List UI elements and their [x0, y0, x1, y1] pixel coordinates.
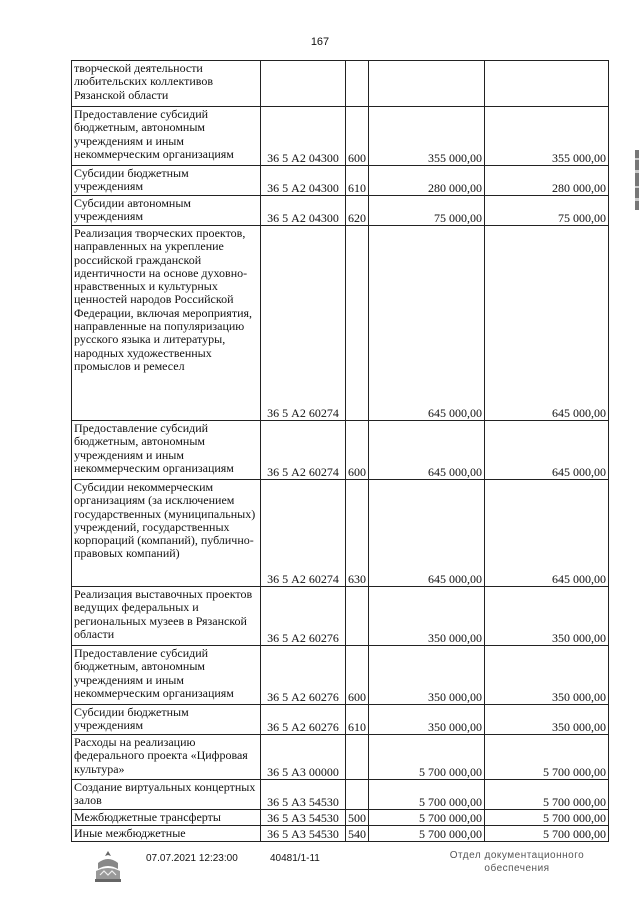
- row-amount-1: 350 000,00: [369, 587, 485, 646]
- row-expense-type: 610: [346, 705, 369, 735]
- row-name: Субсидии некоммерческим организациям (за исключением государственных (муниципальных) учреждений, государственных корпораций (компаний), публично-правовых компаний): [72, 480, 261, 587]
- row-code: 36 5 А3 54530: [261, 826, 346, 842]
- row-amount-2: 645 000,00: [485, 421, 609, 480]
- row-amount-1: [369, 61, 485, 107]
- row-amount-1: 5 700 000,00: [369, 780, 485, 810]
- row-amount-1: 645 000,00: [369, 226, 485, 421]
- row-amount-1: 5 700 000,00: [369, 735, 485, 780]
- row-name: Расходы на реализацию федерального проекта «Цифровая культура»: [72, 735, 261, 780]
- page-footer: [90, 843, 610, 893]
- row-code: [261, 61, 346, 107]
- department-stamp: [442, 849, 592, 875]
- table-row: [72, 421, 609, 480]
- row-amount-1: 645 000,00: [369, 480, 485, 587]
- row-expense-type: 540: [346, 826, 369, 842]
- row-amount-1: 355 000,00: [369, 107, 485, 166]
- table-row: [72, 735, 609, 780]
- row-name: Реализация выставочных проектов ведущих федеральных и региональных музеев в Рязанской области: [72, 587, 261, 646]
- row-name: Субсидии бюджетным учреждениям: [72, 705, 261, 735]
- row-amount-2: 350 000,00: [485, 705, 609, 735]
- row-amount-1: 280 000,00: [369, 166, 485, 196]
- row-name: творческой деятельности любительских коллективов Рязанской области: [72, 61, 261, 107]
- row-name: Межбюджетные трансферты: [72, 810, 261, 826]
- row-expense-type: 620: [346, 196, 369, 226]
- row-amount-1: 75 000,00: [369, 196, 485, 226]
- row-expense-type: [346, 780, 369, 810]
- row-name: Предоставление субсидий бюджетным, автономным учреждениям и иным некоммерческим организациям: [72, 107, 261, 166]
- row-code: 36 5 А3 54530: [261, 780, 346, 810]
- row-expense-type: [346, 226, 369, 421]
- table-row: [72, 196, 609, 226]
- emblem-logo-icon: [90, 849, 126, 885]
- row-code: 36 5 А2 60276: [261, 587, 346, 646]
- row-amount-2: [485, 61, 609, 107]
- table-row: [72, 587, 609, 646]
- row-code: 36 5 А2 04300: [261, 107, 346, 166]
- row-amount-2: 350 000,00: [485, 646, 609, 705]
- row-name: Иные межбюджетные: [72, 826, 261, 842]
- page-number: 167: [310, 36, 330, 48]
- row-code: 36 5 А2 60274: [261, 226, 346, 421]
- table-row: [72, 810, 609, 826]
- row-amount-2: 5 700 000,00: [485, 826, 609, 842]
- row-expense-type: [346, 587, 369, 646]
- footer-datetime: 07.07.2021 12:23:00: [146, 853, 238, 864]
- row-code: 36 5 А3 00000: [261, 735, 346, 780]
- row-expense-type: [346, 61, 369, 107]
- row-amount-2: 75 000,00: [485, 196, 609, 226]
- row-code: 36 5 А2 04300: [261, 166, 346, 196]
- row-name: Реализация творческих проектов, направленных на укрепление российской гражданской идентичности на основе духовно-нравственных и культурных ценностей народов Российской Федерации, включая мероприятия, направленные на популяризацию русского языка и литературы, народных художественных промыслов и ремесел: [72, 226, 261, 421]
- row-amount-2: 5 700 000,00: [485, 810, 609, 826]
- row-amount-2: 5 700 000,00: [485, 735, 609, 780]
- row-name: Предоставление субсидий бюджетным, автономным учреждениям и иным некоммерческим организациям: [72, 646, 261, 705]
- row-amount-1: 5 700 000,00: [369, 826, 485, 842]
- budget-table: [71, 60, 609, 842]
- row-amount-2: 350 000,00: [485, 587, 609, 646]
- table-row: [72, 61, 609, 107]
- row-amount-1: 350 000,00: [369, 646, 485, 705]
- row-expense-type: 600: [346, 421, 369, 480]
- row-name: Субсидии бюджетным учреждениям: [72, 166, 261, 196]
- row-amount-1: 645 000,00: [369, 421, 485, 480]
- row-code: 36 5 А2 60274: [261, 421, 346, 480]
- row-amount-2: 355 000,00: [485, 107, 609, 166]
- stamp-line-1: Отдел документационного: [449, 850, 585, 861]
- row-amount-2: 645 000,00: [485, 480, 609, 587]
- table-row: [72, 166, 609, 196]
- row-amount-1: 350 000,00: [369, 705, 485, 735]
- table-row: [72, 226, 609, 421]
- row-name: Субсидии автономным учреждениям: [72, 196, 261, 226]
- stamp-line-2: обеспечения: [484, 863, 550, 874]
- row-expense-type: 630: [346, 480, 369, 587]
- table-row: [72, 826, 609, 842]
- row-expense-type: 500: [346, 810, 369, 826]
- table-row: [72, 107, 609, 166]
- table-row: [72, 780, 609, 810]
- footer-document-number: 40481/1-11: [270, 853, 320, 864]
- table-row: [72, 705, 609, 735]
- table-row: [72, 646, 609, 705]
- row-code: 36 5 А2 60276: [261, 646, 346, 705]
- row-code: 36 5 А2 60276: [261, 705, 346, 735]
- row-expense-type: [346, 735, 369, 780]
- row-code: 36 5 А2 04300: [261, 196, 346, 226]
- row-name: Создание виртуальных концертных залов: [72, 780, 261, 810]
- row-amount-2: 645 000,00: [485, 226, 609, 421]
- row-expense-type: 610: [346, 166, 369, 196]
- table-row: [72, 480, 609, 587]
- row-amount-2: 280 000,00: [485, 166, 609, 196]
- row-expense-type: 600: [346, 107, 369, 166]
- row-name: Предоставление субсидий бюджетным, автономным учреждениям и иным некоммерческим организациям: [72, 421, 261, 480]
- row-expense-type: 600: [346, 646, 369, 705]
- scan-edge-mark: [634, 150, 640, 210]
- row-code: 36 5 А3 54530: [261, 810, 346, 826]
- row-amount-1: 5 700 000,00: [369, 810, 485, 826]
- row-code: 36 5 А2 60274: [261, 480, 346, 587]
- row-amount-2: 5 700 000,00: [485, 780, 609, 810]
